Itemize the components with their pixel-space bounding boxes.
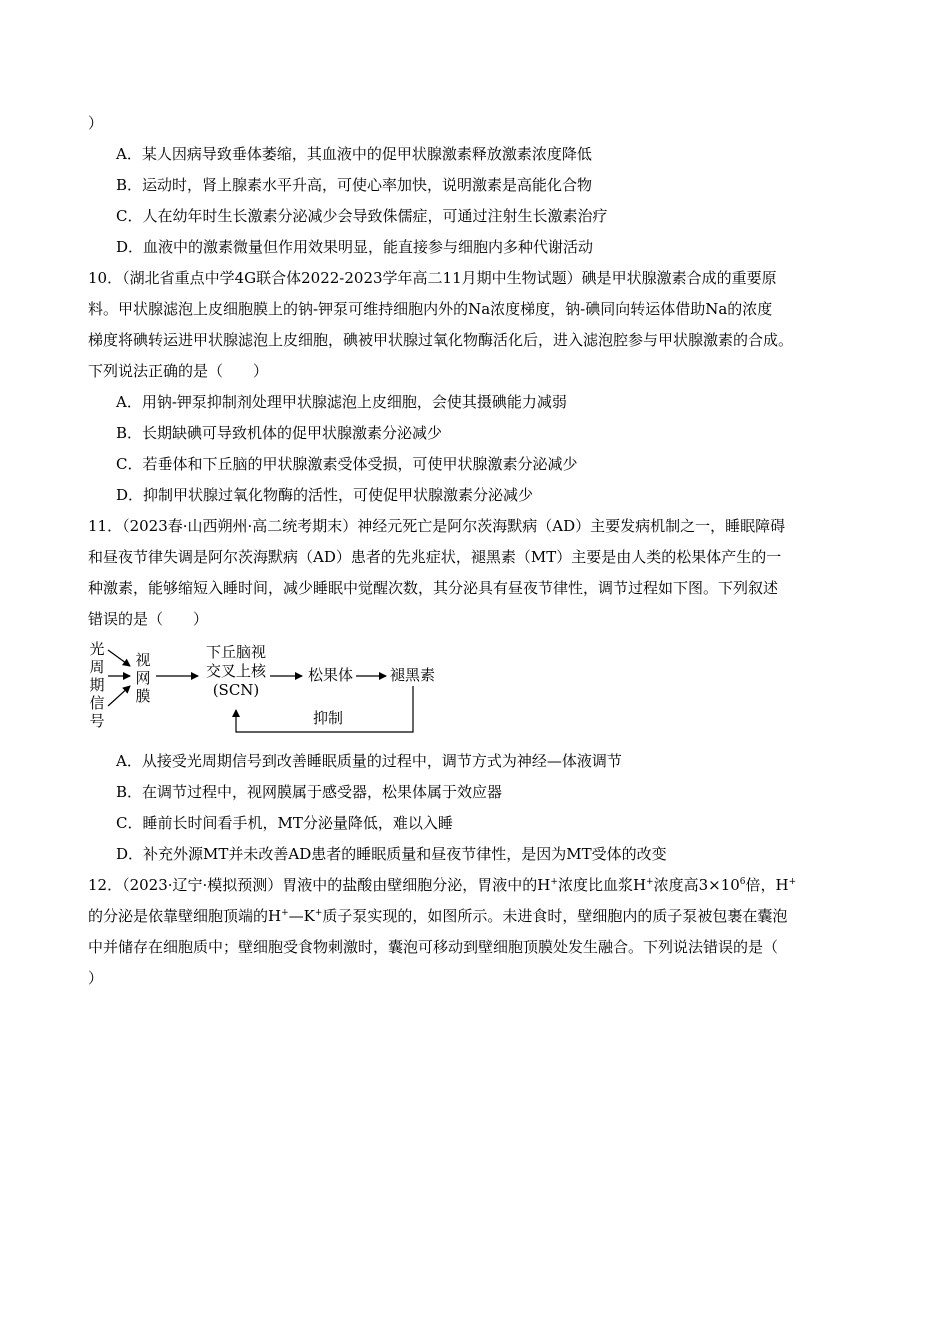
q11-stem-line-2: 和昼夜节律失调是阿尔茨海默病（AD）患者的先兆症状，褪黑素（MT）主要是由人类的松果体产生的一: [88, 548, 782, 566]
light-signal-label: [88, 640, 106, 730]
signal-arrow-lower: [108, 686, 130, 706]
q9-option-c[interactable]: C．人在幼年时生长激素分泌减少会导致侏儒症，可通过注射生长激素治疗: [116, 207, 608, 225]
q9-tail: ）: [88, 114, 104, 132]
q10-option-c[interactable]: C．若垂体和下丘脑的甲状腺激素受体受损，可使甲状腺激素分泌减少: [116, 455, 578, 473]
retina-char: 膜: [135, 687, 151, 705]
q10-stem-line-2: 料。甲状腺滤泡上皮细胞膜上的钠-钾泵可维持细胞内外的Na浓度梯度，钠-碘同向转运体借助Na的浓度: [88, 300, 773, 318]
light-signal-char: 光: [89, 640, 105, 658]
q10-option-b[interactable]: B．长期缺碘可导致机体的促甲状腺激素分泌减少: [116, 424, 443, 442]
q12-stem-line-3: 中并储存在细胞质中；壁细胞受食物刺激时，囊泡可移动到壁细胞顶膜处发生融合。下列说法错误的是（: [88, 938, 779, 956]
q10-stem-line-4: 下列说法正确的是（ ）: [88, 362, 269, 380]
q11-option-b[interactable]: B．在调节过程中，视网膜属于感受器，松果体属于效应器: [116, 783, 503, 801]
q12-text: —K: [288, 907, 315, 925]
melatonin-regulation-diagram: [88, 638, 508, 738]
q11-stem-line-4: 错误的是（ ）: [88, 610, 209, 628]
question-page: [88, 108, 878, 994]
q12-text: 质子泵实现的，如图所示。未进食时，壁细胞内的质子泵被包裹在囊泡: [322, 907, 788, 925]
q11-stem-line-1: 11．（2023春·山西朔州·高二统考期末）神经元死亡是阿尔茨海默病（AD）主要发病机制之一，睡眠障碍: [88, 517, 786, 535]
q12-superscript: +: [550, 877, 558, 887]
q10-stem-line-1: 10．（湖北省重点中学4G联合体2022-2023学年高二11月期中生物试题）碘是甲状腺激素合成的重要原: [88, 269, 777, 287]
q12-stem-line-1: [88, 870, 878, 901]
q12-superscript: +: [646, 877, 654, 887]
q10-option-a[interactable]: A．用钠-钾泵抑制剂处理甲状腺滤泡上皮细胞，会使其摄碘能力减弱: [116, 393, 567, 411]
q12-superscript: 6: [739, 877, 746, 887]
q10-stem-line-3: 梯度将碘转运进甲状腺滤泡上皮细胞，碘被甲状腺过氧化物酶活化后，进入滤泡腔参与甲状腺激素的合成。: [88, 331, 794, 349]
q12-superscript: +: [314, 908, 323, 918]
scn-label-line-2: 交叉上核: [205, 662, 266, 680]
retina-char: 网: [135, 669, 151, 687]
q12-stem-line-4: ）: [88, 969, 104, 987]
q9-option-b[interactable]: B．运动时，肾上腺素水平升高，可使心率加快，说明激素是高能化合物: [116, 176, 593, 194]
q11-option-c[interactable]: C．睡前长时间看手机，MT分泌量降低，难以入睡: [116, 814, 453, 832]
q12-stem-line-2: [88, 901, 878, 932]
q12-text: 12．（2023·辽宁·模拟预测）胃液中的盐酸由壁细胞分泌，胃液中的H: [88, 876, 551, 894]
q9-option-d[interactable]: D．血液中的激素微量但作用效果明显，能直接参与细胞内多种代谢活动: [116, 238, 594, 256]
q12-text: 浓度高3×10: [653, 876, 740, 894]
scn-label-line-3: (SCN): [212, 681, 260, 699]
q11-stem-line-3: 种激素，能够缩短入睡时间，减少睡眠中觉醒次数，其分泌具有昼夜节律性，调节过程如下图。下列叙述: [88, 579, 779, 597]
inhibition-label: 抑制: [313, 709, 344, 727]
light-signal-char: 号: [89, 712, 105, 730]
light-signal-char: 信: [89, 694, 105, 712]
q12-text: 的分泌是依靠壁细胞顶端的H: [88, 907, 282, 925]
scn-label-line-1: 下丘脑视: [205, 643, 266, 661]
q12-superscript: +: [788, 877, 797, 887]
signal-arrow-upper: [108, 650, 130, 666]
retina-label: [134, 651, 152, 705]
q12-text: 倍，H: [745, 876, 789, 894]
pineal-label: 松果体: [308, 666, 354, 684]
light-signal-char: 期: [89, 676, 105, 694]
q10-option-d[interactable]: D．抑制甲状腺过氧化物酶的活性，可使促甲状腺激素分泌减少: [116, 486, 534, 504]
q11-option-d[interactable]: D．补充外源MT并未改善AD患者的睡眠质量和昼夜节律性，是因为MT受体的改变: [116, 845, 667, 863]
q9-option-a[interactable]: A．某人因病导致垂体萎缩，其血液中的促甲状腺激素释放激素浓度降低: [116, 145, 592, 163]
q11-option-a[interactable]: A．从接受光周期信号到改善睡眠质量的过程中，调节方式为神经—体液调节: [116, 752, 622, 770]
light-signal-char: 周: [89, 658, 105, 676]
q12-text: 浓度比血浆H: [557, 876, 647, 894]
melatonin-label: 褪黑素: [390, 666, 436, 684]
q12-superscript: +: [281, 908, 289, 918]
scn-label: [202, 643, 270, 700]
retina-char: 视: [135, 651, 151, 669]
